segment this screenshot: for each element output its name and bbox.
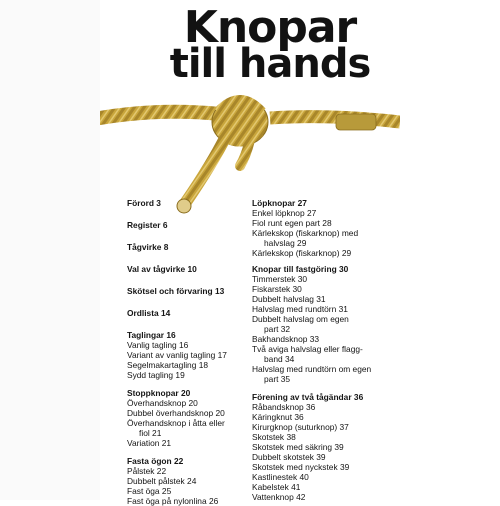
toc-entry: Käringknut 36 [252,412,304,422]
toc-entry: Löpknopar 27 [252,198,307,208]
toc-entry: Kärlekskop (fiskarknop) med [252,228,359,238]
page-margin [0,0,100,500]
toc-entry: Vattenknop 42 [252,492,306,502]
toc-entry: Variant av vanlig tagling 17 [127,350,227,360]
toc-entry: Förening av två tågändar 36 [252,392,364,402]
toc-entry: band 34 [264,354,295,364]
toc-entry: Pålstek 22 [127,466,167,476]
toc-entry: part 35 [264,374,291,384]
toc-entry: Segelmakartagling 18 [127,360,209,370]
toc-entry: Stoppknopar 20 [127,388,191,398]
rope-left-strand [100,112,220,118]
toc-right-column [252,198,402,502]
toc-entry: Fiskarstek 30 [252,284,302,294]
toc-entry: Skotstek med nyckstek 39 [252,462,350,472]
book-title-line-2: till hands [169,41,371,87]
toc-entry: Fast öga 25 [127,486,172,496]
toc-entry: Skotstek med säkring 39 [252,442,344,452]
toc-entry: Ordlista 14 [127,308,171,318]
toc-entry: Val av tågvirke 10 [127,264,197,274]
toc-entry: Dubbelt pålstek 24 [127,476,197,486]
toc-left-column [127,198,247,506]
toc-entry: Bakhandsknop 33 [252,334,320,344]
toc-entry: Sydd tagling 19 [127,370,185,380]
toc-entry: Förord 3 [127,198,161,208]
toc-entry: Kastlinestek 40 [252,472,309,482]
toc-entry: Fasta ögon 22 [127,456,184,466]
toc-entry: Taglingar 16 [127,330,176,340]
toc-entry: Tågvirke 8 [127,242,169,252]
toc-entry: Dubbelt skotstek 39 [252,452,326,462]
toc-entry: Halvslag med rundtörn 31 [252,304,348,314]
toc-entry: Fast öga på nylonlina 26 [127,496,219,506]
toc-entry: Variation 21 [127,438,172,448]
toc-entry: Halvslag med rundtörn om egen [252,364,372,374]
toc-entry: Råbandsknop 36 [252,402,316,412]
toc-entry: Kirurgknop (suturknop) 37 [252,422,349,432]
toc-entry: Överhandsknop i åtta eller [127,418,225,428]
toc-entry: fiol 21 [139,428,162,438]
toc-entry: Register 6 [127,220,168,230]
toc-entry: halvslag 29 [264,238,307,248]
toc-entry: Dubbelt halvslag om egen [252,314,349,324]
toc-entry: Dubbel överhandsknop 20 [127,408,225,418]
toc-entry: Två aviga halvslag eller flagg- [252,344,363,354]
toc-entry: Kabelstek 41 [252,482,301,492]
toc-entry: Dubbelt halvslag 31 [252,294,326,304]
toc-entry: Timmerstek 30 [252,274,308,284]
toc-entry: Vanlig tagling 16 [127,340,189,350]
toc-entry: Skötsel och förvaring 13 [127,286,225,296]
toc-entry: Knopar till fastgöring 30 [252,264,349,274]
toc-entry: Kärlekskop (fiskarknop) 29 [252,248,352,258]
toc-entry: Enkel löpknop 27 [252,208,317,218]
book-title-line-1: Knopar [183,2,357,53]
toc-entry: part 32 [264,324,291,334]
rope-right-strand [270,117,400,122]
toc-entry: Skotstek 38 [252,432,296,442]
toc-entry: Fiol runt egen part 28 [252,218,332,228]
rope-hanging-left [186,136,226,202]
toc-entry: Överhandsknop 20 [127,398,198,408]
rope-whipping [336,114,376,130]
